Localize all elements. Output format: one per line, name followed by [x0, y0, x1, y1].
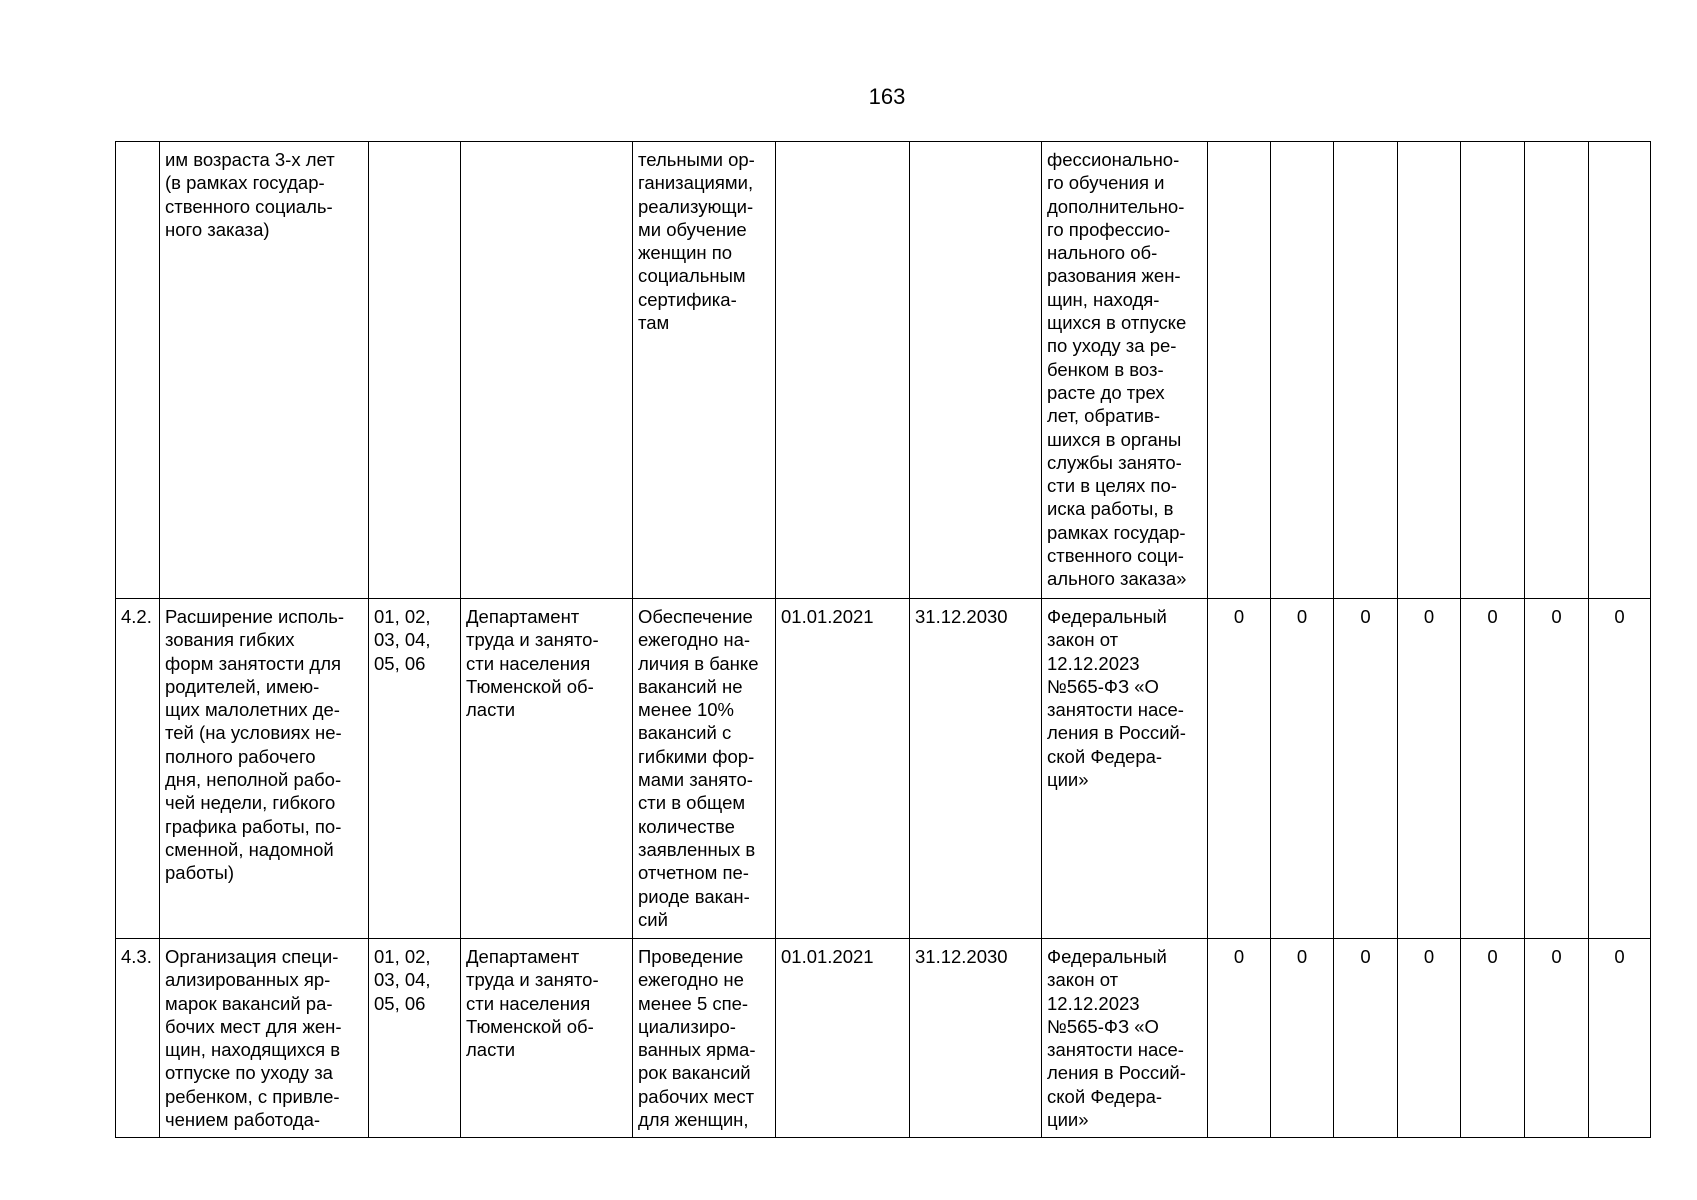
value-cell [1589, 142, 1651, 599]
value-cell: 0 [1525, 599, 1589, 939]
value-cell [1271, 142, 1334, 599]
value-cell: 0 [1398, 939, 1461, 1138]
value-cell: 0 [1208, 939, 1271, 1138]
result-cell: Проведение ежегодно не менее 5 спе- циализиро- ванных ярма- рок вакансий рабочих мест для женщин, [633, 939, 776, 1138]
event-name-cell: Расширение исполь- зования гибких форм занятости для родителей, имею- щих малолетних де- тей (на условиях не- полного рабочего дня, неполной рабо- чей недели, гибкого графика работы, по- сменной, надомной работы) [160, 599, 369, 939]
value-cell: 0 [1461, 939, 1525, 1138]
executor-cell [461, 142, 633, 599]
legal-basis-cell: Федеральный закон от 12.12.2023 №565-ФЗ «О занятости насе- ления в Россий- ской Федера- ции» [1042, 939, 1208, 1138]
event-name-cell: им возраста 3-х лет (в рамках государ- ственного социаль- ного заказа) [160, 142, 369, 599]
executor-cell: Департамент труда и занято- сти населения Тюменской об- ласти [461, 599, 633, 939]
result-cell: тельными ор- ганизациями, реализующи- ми обучение женщин по социальным сертифика- там [633, 142, 776, 599]
value-cell: 0 [1525, 939, 1589, 1138]
value-cell [1334, 142, 1398, 599]
start-date-cell [776, 142, 910, 599]
legal-basis-cell: фессионально- го обучения и дополнительно- го профессио- нального об- разования жен- щин, находя- щихся в отпуске по уходу за ре- бенком в воз- расте до трех лет, обратив- шихся в органы службы занято- сти в целях по- иска работы, в рамках государ- ственного соци- ального заказа» [1042, 142, 1208, 599]
value-cell: 0 [1461, 599, 1525, 939]
value-cell [1525, 142, 1589, 599]
row-number-cell [116, 142, 160, 599]
program-table [115, 141, 1651, 1138]
value-cell: 0 [1271, 599, 1334, 939]
value-cell: 0 [1589, 939, 1651, 1138]
executor-cell: Департамент труда и занято- сти населения Тюменской об- ласти [461, 939, 633, 1138]
value-cell: 0 [1334, 939, 1398, 1138]
result-cell: Обеспечение ежегодно на- личия в банке вакансий не менее 10% вакансий с гибкими фор- мами занято- сти в общем количестве заявленных в отчетном пе- риоде вакан- сий [633, 599, 776, 939]
value-cell [1461, 142, 1525, 599]
codes-cell: 01, 02, 03, 04, 05, 06 [369, 599, 461, 939]
value-cell [1208, 142, 1271, 599]
value-cell: 0 [1208, 599, 1271, 939]
table-row [116, 599, 1651, 939]
row-number-cell: 4.3. [116, 939, 160, 1138]
value-cell [1398, 142, 1461, 599]
legal-basis-cell: Федеральный закон от 12.12.2023 №565-ФЗ «О занятости насе- ления в Россий- ской Федера- ции» [1042, 599, 1208, 939]
start-date-cell: 01.01.2021 [776, 599, 910, 939]
end-date-cell [910, 142, 1042, 599]
table-row [116, 939, 1651, 1138]
value-cell: 0 [1271, 939, 1334, 1138]
value-cell: 0 [1334, 599, 1398, 939]
value-cell: 0 [1398, 599, 1461, 939]
value-cell: 0 [1589, 599, 1651, 939]
codes-cell [369, 142, 461, 599]
start-date-cell: 01.01.2021 [776, 939, 910, 1138]
event-name-cell: Организация специ- ализированных яр- марок вакансий ра- бочих мест для жен- щин, находящихся в отпуске по уходу за ребенком, с привле- чением работода- [160, 939, 369, 1138]
end-date-cell: 31.12.2030 [910, 939, 1042, 1138]
codes-cell: 01, 02, 03, 04, 05, 06 [369, 939, 461, 1138]
end-date-cell: 31.12.2030 [910, 599, 1042, 939]
page-number: 163 [868, 84, 906, 109]
row-number-cell: 4.2. [116, 599, 160, 939]
table-row [116, 142, 1651, 599]
